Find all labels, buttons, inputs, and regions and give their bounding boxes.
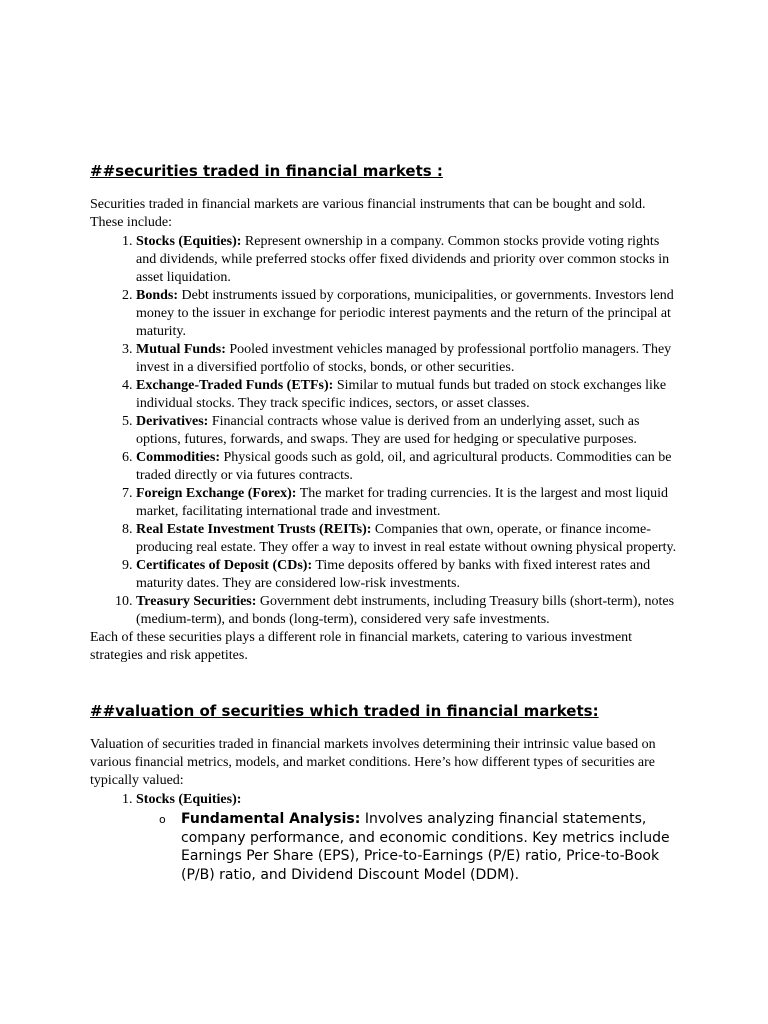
item-term: Exchange-Traded Funds (ETFs): — [136, 378, 334, 393]
list-item — [136, 485, 682, 521]
item-term: Derivatives: — [136, 414, 209, 429]
item-desc: Pooled investment vehicles managed by professional portfolio managers. They invest in a diversified portfolio of stocks, bonds, or other securities. — [136, 342, 672, 375]
list-item — [136, 413, 682, 449]
valuation-sublist — [136, 810, 682, 884]
sub-item-term: Fundamental Analysis: — [181, 811, 361, 827]
list-item — [136, 449, 682, 485]
item-term: Real Estate Investment Trusts (REITs): — [136, 522, 372, 537]
item-desc: Debt instruments issued by corporations, municipalities, or governments. Investors lend money to the issuer in exchange for periodic interest payments and the return of the principal at maturity. — [136, 288, 674, 339]
item-desc: The market for trading currencies. It is the largest and most liquid market, facilitating international trade and investment. — [136, 486, 668, 519]
list-item — [136, 287, 682, 341]
sub-item-desc: Involves analyzing financial statements, company performance, and economic conditions. Key metrics include Earnings Per Share (EPS), Price-to-Earnings (P/E) ratio, Price-to-Book (P/B) ratio, and Dividend Discount Model (DDM). — [181, 811, 670, 883]
section-heading-securities: ##securities traded in financial markets : — [90, 162, 443, 180]
list-item — [136, 791, 682, 884]
item-desc: Companies that own, operate, or finance income-producing real estate. They offer a way to invest in real estate without owning physical property. — [136, 522, 677, 555]
list-item — [136, 593, 682, 629]
item-desc: Financial contracts whose value is derived from an underlying asset, such as options, futures, forwards, and swaps. They are used for hedging or speculative purposes. — [136, 414, 640, 447]
item-term: Stocks (Equities): — [136, 792, 242, 807]
circle-bullet-icon: o — [159, 813, 166, 826]
section-closing-securities: Each of these securities plays a different role in financial markets, catering to various investment strategies and risk appetites. — [90, 630, 633, 663]
list-item — [136, 341, 682, 377]
item-term: Stocks (Equities): — [136, 234, 242, 249]
list-item — [136, 233, 682, 287]
item-term: Foreign Exchange (Forex): — [136, 486, 297, 501]
item-desc: Similar to mutual funds but traded on stock exchanges like individual stocks. They track specific indices, sectors, or asset classes. — [136, 378, 667, 411]
item-desc: Physical goods such as gold, oil, and agricultural products. Commodities can be traded directly or via futures contracts. — [136, 450, 672, 483]
item-term: Commodities: — [136, 450, 220, 465]
item-desc: Government debt instruments, including Treasury bills (short-term), notes (medium-term), and bonds (long-term), considered very safe investments. — [136, 594, 675, 627]
item-term: Mutual Funds: — [136, 342, 226, 357]
item-term: Bonds: — [136, 288, 179, 303]
securities-list — [90, 233, 682, 629]
list-item — [136, 557, 682, 593]
section-intro-valuation: Valuation of securities traded in financial markets involves determining their intrinsic value based on various financial metrics, models, and market conditions. Here’s how different types of securities are typically valued: — [90, 737, 656, 788]
list-item — [136, 377, 682, 413]
list-item — [136, 521, 682, 557]
item-desc: Represent ownership in a company. Common stocks provide voting rights and dividends, while preferred stocks offer fixed dividends and priority over common stocks in asset liquidation. — [136, 234, 670, 285]
item-term: Treasury Securities: — [136, 594, 257, 609]
section-gap — [90, 665, 682, 701]
section-heading-valuation: ##valuation of securities which traded in financial markets: — [90, 702, 599, 720]
item-term: Certificates of Deposit (CDs): — [136, 558, 313, 573]
document-page — [90, 161, 682, 884]
item-desc: Time deposits offered by banks with fixed interest rates and maturity dates. They are considered low-risk investments. — [136, 558, 651, 591]
section-intro-securities: Securities traded in financial markets are various financial instruments that can be bought and sold. These include: — [90, 197, 646, 230]
sub-list-item — [159, 810, 682, 884]
valuation-list — [90, 791, 682, 884]
